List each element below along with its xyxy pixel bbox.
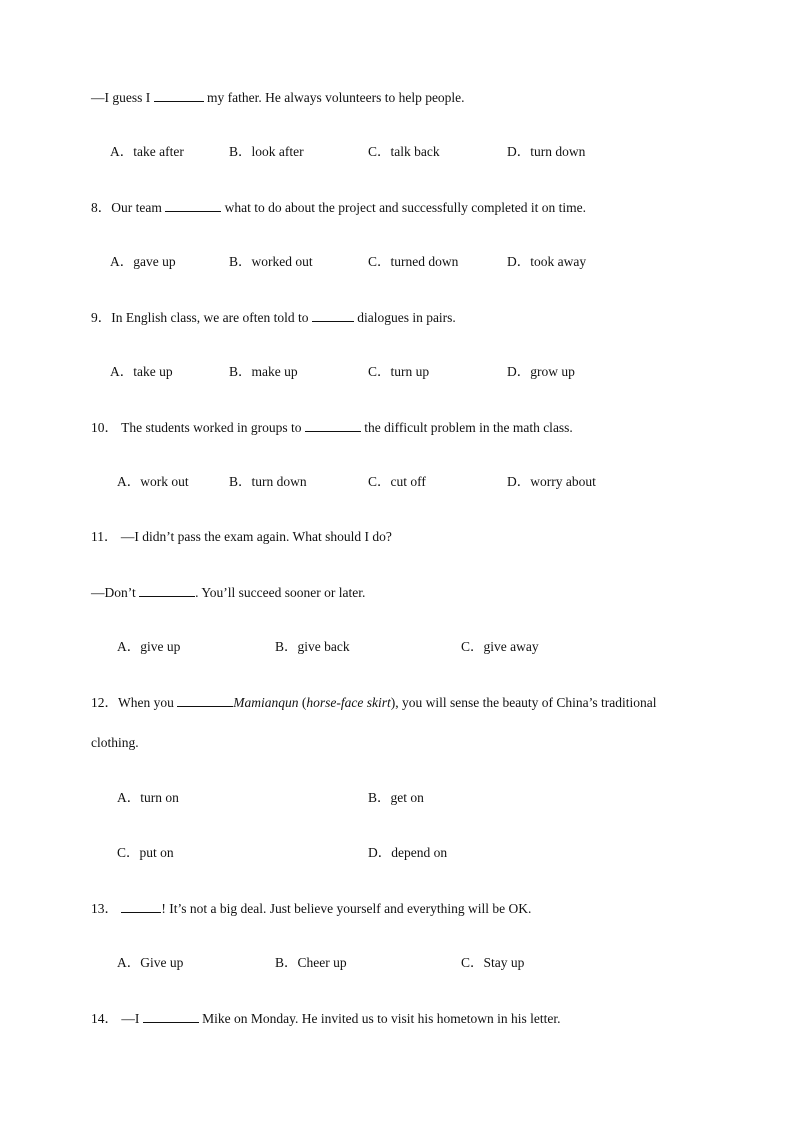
answer-blank[interactable] — [154, 88, 204, 102]
question-9-stem: 9．In English class, we are often told to dialogues in pairs. — [91, 310, 456, 325]
q12-option-d[interactable]: D．depend on — [368, 845, 448, 860]
question-12-stem: 12．When you Mamianqun (horse-face skirt), you will sense the beauty of China’s traditional — [91, 695, 657, 710]
question-10-stem: 10． The students worked in groups to the difficult problem in the math class. — [91, 420, 573, 435]
q13-option-c[interactable]: C．Stay up — [461, 955, 525, 970]
q10-option-a[interactable]: A．work out — [117, 474, 189, 489]
answer-blank[interactable] — [177, 693, 233, 707]
answer-blank[interactable] — [121, 899, 161, 913]
question-11-reply: —Don’t . You’ll succeed sooner or later. — [91, 585, 366, 600]
q9-option-c[interactable]: C．turn up — [368, 364, 430, 379]
q8-option-c[interactable]: C．turned down — [368, 254, 459, 269]
q12-option-b[interactable]: B．get on — [368, 790, 424, 805]
answer-blank[interactable] — [143, 1009, 199, 1023]
q10-option-c[interactable]: C．cut off — [368, 474, 426, 489]
answer-blank[interactable] — [139, 583, 195, 597]
answer-blank[interactable] — [305, 418, 361, 432]
question-8-stem: 8．Our team what to do about the project and successfully completed it on time. — [91, 200, 587, 215]
q12-option-a[interactable]: A．turn on — [117, 790, 179, 805]
question-7-stem: —I guess I my father. He always volunteers to help people. — [91, 90, 465, 105]
q12-option-c[interactable]: C．put on — [117, 845, 174, 860]
q9-option-a[interactable]: A．take up — [110, 364, 173, 379]
q11-option-b[interactable]: B．give back — [275, 639, 350, 654]
question-14-stem: 14． —I Mike on Monday. He invited us to visit his hometown in his letter. — [91, 1011, 561, 1026]
q10-option-d[interactable]: D．worry about — [507, 474, 596, 489]
answer-blank[interactable] — [312, 308, 354, 322]
q7-option-b[interactable]: B．look after — [229, 144, 304, 159]
q13-option-a[interactable]: A．Give up — [117, 955, 184, 970]
q10-option-b[interactable]: B．turn down — [229, 474, 307, 489]
question-13-stem: 13． ! It’s not a big deal. Just believe yourself and everything will be OK. — [91, 901, 532, 916]
q8-option-b[interactable]: B．worked out — [229, 254, 313, 269]
q7-option-d[interactable]: D．turn down — [507, 144, 586, 159]
question-12-continuation: clothing. — [91, 735, 139, 750]
q13-option-b[interactable]: B．Cheer up — [275, 955, 347, 970]
q11-option-c[interactable]: C．give away — [461, 639, 539, 654]
q9-option-b[interactable]: B．make up — [229, 364, 298, 379]
q7-option-a[interactable]: A．take after — [110, 144, 184, 159]
q9-option-d[interactable]: D．grow up — [507, 364, 575, 379]
q8-option-d[interactable]: D．took away — [507, 254, 587, 269]
q7-option-c[interactable]: C．talk back — [368, 144, 440, 159]
q8-option-a[interactable]: A．gave up — [110, 254, 176, 269]
question-11-stem: 11． —I didn’t pass the exam again. What should I do? — [91, 529, 392, 544]
answer-blank[interactable] — [165, 198, 221, 212]
q11-option-a[interactable]: A．give up — [117, 639, 181, 654]
